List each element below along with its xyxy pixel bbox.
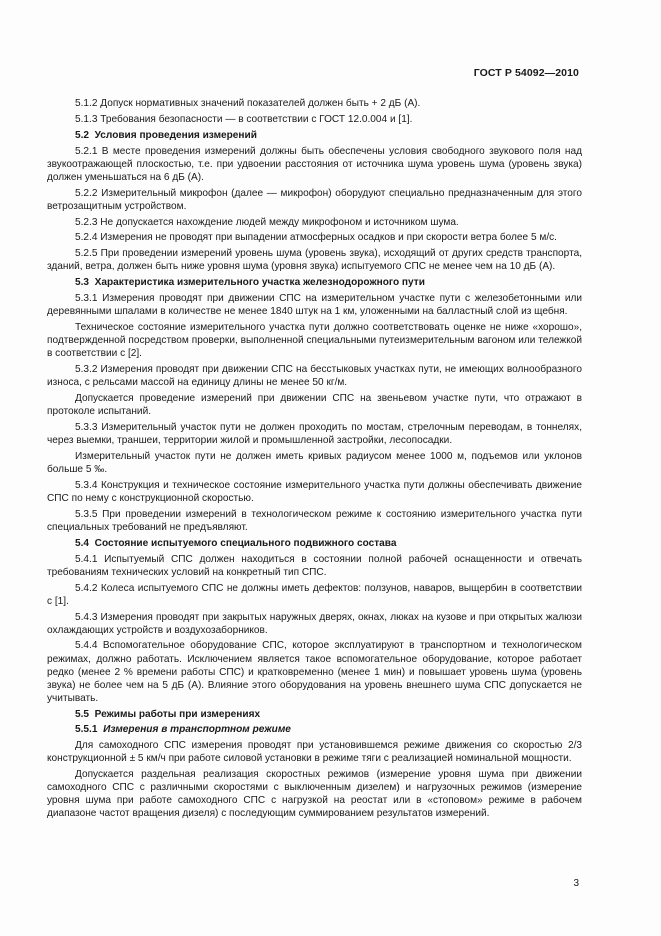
section-heading xyxy=(47,723,582,736)
page-number: 3 xyxy=(573,878,579,889)
paragraph: 5.3.4 Конструкция и техническое состояние измерительного участка пути должны обеспечивать движение СПС по нему с конструкционной скоростью. xyxy=(47,479,582,504)
paragraph: 5.2.2 Измерительный микрофон (далее — микрофон) оборудуют специально предназначенным для этого ветрозащитным устройством. xyxy=(47,187,582,212)
paragraph: 5.2.3 Не допускается нахождение людей между микрофоном и источником шума. xyxy=(75,216,459,228)
paragraph: 5.3.5 При проведении измерений в технологическом режиме к состоянию измерительного участка пути специальных требований не предъявляют. xyxy=(47,508,582,533)
paragraph: 5.4.4 Вспомогательное оборудование СПС, которое эксплуатируют в транспортном и технологическом режимах, должно работать. Исключением является такое вспомогательное оборудование, которое работает редко (менее 2 % времени работы СПС) и кратковременно (менее 1 мин) и повышает уровень шума (уровень звука) не более чем на 5 дБ (А). Влияние этого оборудования на уровень внешнего шума СПС допускается не учитывать. xyxy=(47,640,582,704)
section-title: Характеристика измерительного участка железнодорожного пути xyxy=(94,277,425,289)
paragraph: 5.2.5 При проведении измерений уровень шума (уровень звука), исходящий от других средств транспорта, зданий, ветра, должен быть ниже уровня шума (уровня звука) испытуемого СПС не менее чем на 10 дБ (А). xyxy=(47,248,582,273)
section-title: Условия проведения измерений xyxy=(94,129,257,141)
paragraph: Измерительный участок пути не должен иметь кривых радиусом менее 1000 м, подъемов или уклонов больше 5 ‰. xyxy=(47,450,582,475)
section-title: Состояние испытуемого специального подвижного состава xyxy=(94,537,397,549)
document-header: ГОСТ Р 54092—2010 xyxy=(473,67,579,79)
section-number: 5.3 xyxy=(75,277,90,289)
document-body xyxy=(47,97,582,823)
section-heading xyxy=(47,708,582,721)
section-number: 5.4 xyxy=(75,537,90,549)
section-title: Измерения в транспортном режиме xyxy=(103,724,291,736)
paragraph: 5.4.1 Испытуемый СПС должен находиться в состоянии полной рабочей оснащенности и отвечать требованиям технических условий на конкретный тип СПС. xyxy=(47,553,582,578)
paragraph: Допускается раздельная реализация скоростных режимов (измерение уровня шума при движении самоходного СПС с различными скоростями с выключенным дизелем) и нагрузочных режимов (измерение уровня шума при работе самоходного СПС с нагрузкой на реостат или в «стоповом» режиме в рабочем диапазоне частот вращения дизеля) с последующим суммированием результатов измерений. xyxy=(47,769,582,820)
paragraph: Техническое состояние измерительного участка пути должно соответствовать оценке не ниже «хорошо», подтвержденной посредством проверки, выполненной специальными путеизмерительным вагоном или тележкой в соответствии с [2]. xyxy=(47,322,582,360)
section-heading xyxy=(47,537,582,550)
paragraph: 5.3.3 Измерительный участок пути не должен проходить по мостам, стрелочным переводам, в тоннелях, через выемки, траншеи, территории жилой и промышленной застройки, лесопосадки. xyxy=(47,422,582,447)
paragraph: 5.4.3 Измерения проводят при закрытых наружных дверях, окнах, люках на кузове и при открытых жалюзи охлаждающих устройств и воздухозаборников. xyxy=(47,611,582,636)
paragraph: 5.1.2 Допуск нормативных значений показателей должен быть + 2 дБ (А). xyxy=(75,98,421,109)
paragraph: Для самоходного СПС измерения проводят при установившемся режиме движения со скоростью 2/3 конструкционной ± 5 км/ч при работе силовой установки в режиме тяги с реализацией номинальной мощности. xyxy=(47,740,582,765)
paragraph: 5.3.2 Измерения проводят при движении СПС на бесстыковых участках пути, не имеющих волнообразного износа, с рельсами массой на единицу длины не менее 50 кг/м. xyxy=(47,364,582,389)
section-title: Режимы работы при измерениях xyxy=(94,708,261,720)
paragraph: 5.2.4 Измерения не проводят при выпадении атмосферных осадков и при скорости ветра более 5 м/с. xyxy=(75,232,557,244)
paragraph: 5.4.2 Колеса испытуемого СПС не должны иметь дефектов: ползунов, наваров, выщербин в соответствии с [1]. xyxy=(47,582,582,607)
paragraph: Допускается проведение измерений при движении СПС на звеньевом участке пути, что отражают в протоколе испытаний. xyxy=(47,393,582,418)
paragraph: 5.2.1 В месте проведения измерений должны быть обеспечены условия свободного звукового поля над звукоотражающей плоскостью, т.е. при удвоении расстояния от источника шума уровень шума (уровень звука) должен уменьшаться на 6 дБ (А). xyxy=(47,145,582,183)
section-heading xyxy=(47,276,582,289)
paragraph: 5.1.3 Требования безопасности — в соответствии с ГОСТ 12.0.004 и [1]. xyxy=(75,113,413,125)
paragraph: 5.3.1 Измерения проводят при движении СПС на измерительном участке пути с железобетонными или деревянными шпалами в количестве не менее 1840 штук на 1 км, уложенными на балластный слой из щебня. xyxy=(47,293,582,318)
section-number: 5.5 xyxy=(75,708,90,720)
section-number: 5.5.1 xyxy=(75,724,98,736)
section-number: 5.2 xyxy=(75,129,90,141)
section-heading xyxy=(47,129,582,142)
